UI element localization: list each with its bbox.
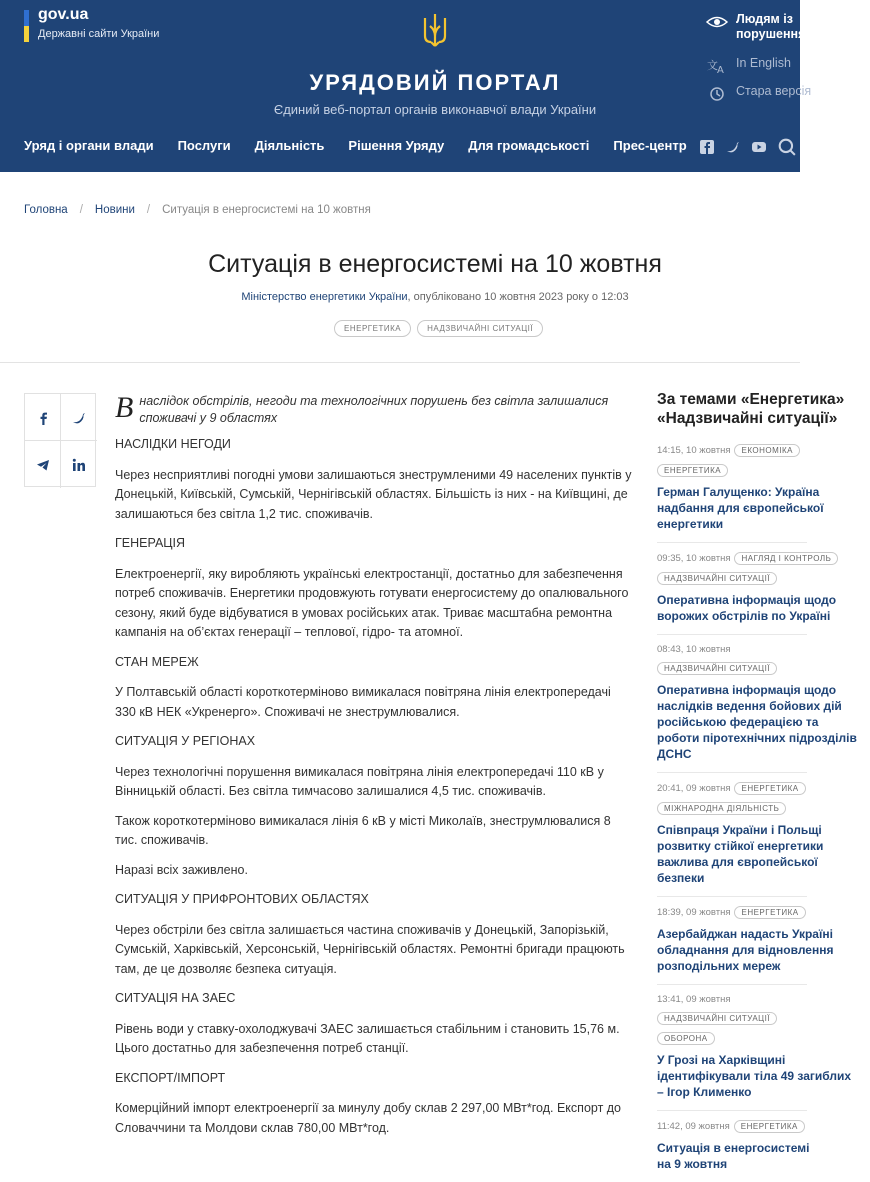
sidebar-news-item[interactable] [657, 782, 857, 886]
news-tags [657, 658, 857, 678]
news-meta [657, 782, 857, 798]
article-paragraph: У Полтавській області короткотерміново вимикалася повітряна лінія електропередачі 330 кВ НЕК «Укренерго». Споживачі не знеструмлювалися. [115, 685, 611, 719]
sidebar-news-item[interactable] [657, 444, 857, 532]
article-section-heading: СИТУАЦІЯ НА ЗАЕС [115, 991, 236, 1005]
article-paragraph: Через технологічні порушення вимикалася повітряна лінія електропередачі 110 кВ у Вінницькій області. Без світла тимчасово залишалися 4,5 тис. споживачів. [115, 764, 604, 798]
ukraine-flag-icon [24, 10, 29, 42]
news-separator [657, 634, 807, 635]
news-separator [657, 1110, 807, 1111]
article-section-heading: ГЕНЕРАЦІЯ [115, 536, 186, 550]
article-paragraph: Електроенергії, яку виробляють українські електростанції, достатньо для забезпечення потреб споживачів. Енергетики продовжують готувати енергосистему до опалювального сезону, який буде відбуватися в умовах російських атак. Триває масштабна ремонтна кампанія на об’єктах генерації – теплової, гідро- та атомної. [115, 566, 629, 639]
portal-title: УРЯДОВИЙ ПОРТАЛ [309, 70, 561, 95]
sidebar-title-2: «Надзвичайні ситуації» [657, 410, 838, 427]
accessibility-link[interactable] [706, 12, 815, 56]
article-section-heading: СТАН МЕРЕЖ [115, 654, 199, 669]
news-tag[interactable]: ЕКОНОМІКА [734, 444, 800, 457]
news-title-link[interactable]: Співпраця України і Польщі [657, 823, 822, 837]
news-title-link[interactable]: наслідків ведення бойових дій [657, 699, 842, 713]
news-tag[interactable]: ЕНЕРГЕТИКА [734, 906, 805, 919]
header-socials [700, 138, 808, 156]
nav-item-press[interactable]: Прес-центр [613, 138, 687, 153]
tag-emergencies[interactable]: НАДЗВИЧАЙНІ СИТУАЦІЇ [417, 320, 543, 337]
nav-item-services[interactable]: Послуги [177, 138, 231, 153]
author-link[interactable]: Міністерство енергетики України [241, 291, 408, 303]
news-time: 14:15, 10 жовтня [657, 445, 731, 456]
nav-item-activity[interactable]: Діяльність [254, 138, 325, 153]
share-linkedin-button[interactable] [61, 441, 97, 488]
news-meta [657, 906, 857, 922]
news-title-link[interactable]: Ситуація в енергосистемі [657, 1141, 810, 1155]
news-title-link[interactable]: важлива для європейської [657, 855, 818, 869]
trident-emblem-icon[interactable] [422, 12, 448, 48]
linkedin-icon [72, 458, 86, 472]
article-tags [334, 320, 549, 337]
news-title-link[interactable]: надбання для європейської [657, 501, 824, 515]
news-title-link[interactable]: розподільних мереж [657, 959, 781, 973]
telegram-icon [36, 458, 50, 472]
share-twitter-button[interactable] [61, 394, 97, 441]
news-title-link[interactable]: ДСНС [657, 747, 692, 761]
old-version-link[interactable] [706, 84, 815, 112]
breadcrumb-home[interactable]: Головна [24, 204, 68, 216]
main-nav [24, 138, 711, 153]
news-tags [657, 460, 857, 480]
old-version-label: Стара версія [736, 84, 812, 98]
news-title-link[interactable]: Герман Галущенко: Україна [657, 485, 820, 499]
breadcrumb-separator: / [79, 204, 83, 216]
share-telegram-button[interactable] [25, 441, 61, 488]
news-title-link[interactable]: обладнання для відновлення [657, 943, 834, 957]
govua-logo[interactable] [24, 6, 159, 42]
article-paragraph: Комерційний імпорт електроенергії за минулу добу склав 2 297,00 МВт*год. Експорт до Словаччини та Молдови склав 780,00 МВт*год. [115, 1101, 622, 1135]
portal-subtitle: Єдиний веб-портал органів виконавчої влади України [273, 102, 597, 117]
article-meta [0, 291, 870, 303]
article-paragraph: Через несприятливі погодні умови залишаються знеструмленими 49 населених пунктів у Донецькій, Київській, Сумській, Чернігівській областях. Більшість із них - на Київщині, де залишаються без світла 1,2 тис. споживачів. [115, 467, 632, 521]
news-tag[interactable]: ЕНЕРГЕТИКА [734, 782, 805, 795]
news-tag[interactable]: ЕНЕРГЕТИКА [657, 464, 728, 477]
news-title-link[interactable]: російською федерацією та [657, 715, 819, 729]
news-title-link[interactable]: ворожих обстрілів по Україні [657, 609, 831, 623]
twitter-icon [72, 411, 86, 425]
article-section-heading: СИТУАЦІЯ У ПРИФРОНТОВИХ ОБЛАСТЯХ [115, 892, 369, 906]
page-title: Ситуація в енергосистемі на 10 жовтня [208, 250, 662, 278]
breadcrumb-news[interactable]: Новини [94, 204, 135, 216]
news-title-link[interactable]: на 9 жовтня [657, 1157, 728, 1171]
sidebar-news-item[interactable] [657, 994, 857, 1100]
news-title-link[interactable]: енергетики [657, 517, 724, 531]
news-tags [657, 568, 857, 588]
sidebar-news-item[interactable] [657, 1120, 857, 1172]
sidebar-title-1: За темами «Енергетика» [657, 391, 845, 408]
eye-icon [706, 14, 728, 30]
twitter-icon[interactable] [726, 140, 740, 154]
news-time: 18:39, 09 жовтня [657, 907, 731, 918]
news-title-link[interactable]: безпеки [657, 871, 705, 885]
news-meta [657, 552, 857, 568]
article-lead: наслідок обстрілів, негоди та технологічних порушень без світла залишалися споживачі у 9 областях [139, 394, 609, 425]
news-time: 13:41, 09 жовтня [657, 994, 731, 1005]
article-section-heading: ЕКСПОРТ/ІМПОРТ [115, 1070, 226, 1085]
news-time: 08:43, 10 жовтня [657, 644, 731, 655]
news-title-link[interactable]: розвитку стійкої енергетики [657, 839, 824, 853]
divider [0, 362, 800, 363]
breadcrumb-current: Ситуація в енергосистемі на 10 жовтня [162, 204, 371, 216]
news-time: 20:41, 09 жовтня [657, 783, 731, 794]
news-tag[interactable]: НАДЗВИЧАЙНІ СИТУАЦІЇ [657, 1012, 777, 1025]
news-meta [657, 994, 857, 1008]
news-title-link[interactable]: – Ігор Клименко [657, 1085, 752, 1099]
news-meta [657, 644, 857, 658]
svg-text:文: 文 [707, 59, 718, 72]
english-link[interactable] [706, 56, 815, 84]
tag-energy[interactable]: ЕНЕРГЕТИКА [334, 320, 411, 337]
news-title-link[interactable]: Оперативна інформація щодо [657, 683, 837, 697]
nav-item-government[interactable]: Уряд і органи влади [24, 138, 154, 153]
sidebar-news-list [657, 444, 857, 1172]
sidebar-news-item[interactable] [657, 552, 857, 624]
news-tag[interactable]: ЕНЕРГЕТИКА [734, 1120, 805, 1133]
news-tag[interactable]: НАДЗВИЧАЙНІ СИТУАЦІЇ [657, 662, 777, 675]
translate-icon [706, 58, 728, 74]
share-facebook-button[interactable] [25, 394, 61, 441]
article-paragraph: Через обстріли без світла залишається частина споживачів у Донецькій, Запорізькій, Сумській, Харківській, Херсонській, Чернігівській областях. Ремонтні бригади працюють там, де це дозволяє безпека ситуація. [115, 922, 625, 976]
news-tag[interactable]: МІЖНАРОДНА ДІЯЛЬНІСТЬ [657, 802, 786, 815]
article-paragraph: Наразі всіх заживлено. [115, 862, 248, 877]
article-section-heading: НАСЛІДКИ НЕГОДИ [115, 437, 231, 451]
facebook-icon[interactable] [700, 140, 714, 154]
share-box [24, 393, 96, 487]
history-icon [706, 86, 728, 102]
site-header [0, 0, 815, 172]
sidebar-news-item[interactable] [657, 906, 857, 974]
news-title-link[interactable]: Оперативна інформація щодо [657, 593, 837, 607]
svg-text:A: A [717, 65, 724, 76]
published-date: , опубліковано 10 жовтня 2023 року о 12:03 [407, 291, 629, 303]
nav-item-decisions[interactable]: Рішення Уряду [348, 138, 445, 153]
news-tag[interactable]: НАГЛЯД І КОНТРОЛЬ [734, 552, 838, 565]
youtube-icon[interactable] [752, 140, 766, 154]
news-tag[interactable]: НАДЗВИЧАЙНІ СИТУАЦІЇ [657, 572, 777, 585]
news-meta [657, 1120, 857, 1136]
article-dropcap: В [115, 391, 134, 424]
news-separator [657, 896, 807, 897]
breadcrumb-separator: / [146, 204, 151, 216]
news-separator [657, 772, 807, 773]
accessibility-label-2: порушенням [736, 27, 815, 41]
article-body [115, 393, 635, 1148]
facebook-icon [36, 411, 50, 425]
sidebar-news-item[interactable] [657, 644, 857, 762]
govua-subtitle: Державні сайти України [38, 28, 160, 40]
breadcrumb [24, 204, 371, 216]
news-time: 09:35, 10 жовтня [657, 553, 731, 564]
header-utilities [706, 12, 815, 112]
news-separator [657, 542, 807, 543]
news-title-link[interactable]: У Грозі на Харківщині [657, 1053, 786, 1067]
nav-item-public[interactable]: Для громадськості [468, 138, 590, 153]
related-news-sidebar [657, 390, 857, 1182]
news-tags [657, 1008, 857, 1048]
news-tags [657, 798, 857, 818]
news-title-link[interactable]: ідентифікували тіла 49 загиблих [657, 1069, 852, 1083]
accessibility-label-1: Людям із [736, 12, 793, 26]
news-time: 11:42, 09 жовтня [657, 1121, 730, 1132]
article-section-heading: СИТУАЦІЯ У РЕГІОНАХ [115, 734, 256, 748]
english-label: In English [736, 56, 791, 70]
news-tag[interactable]: ОБОРОНА [657, 1032, 715, 1045]
search-icon[interactable] [778, 138, 796, 156]
news-title-link[interactable]: Азербайджан надасть Україні [657, 927, 833, 941]
news-separator [657, 984, 807, 985]
govua-name: gov.ua [38, 6, 89, 23]
article-paragraph: Рівень води у ставку-охолоджувачі ЗАЕС залишається стабільним і становить 15,76 м. Цього достатньо для забезпечення потреб станції. [115, 1021, 620, 1055]
article-paragraph: Також короткотерміново вимикалася лінія 6 кВ у місті Миколаїв, знеструмлювалися 8 тис. споживачів. [115, 813, 611, 847]
news-meta [657, 444, 857, 460]
news-title-link[interactable]: роботи піротехнічних підрозділів [657, 731, 857, 745]
